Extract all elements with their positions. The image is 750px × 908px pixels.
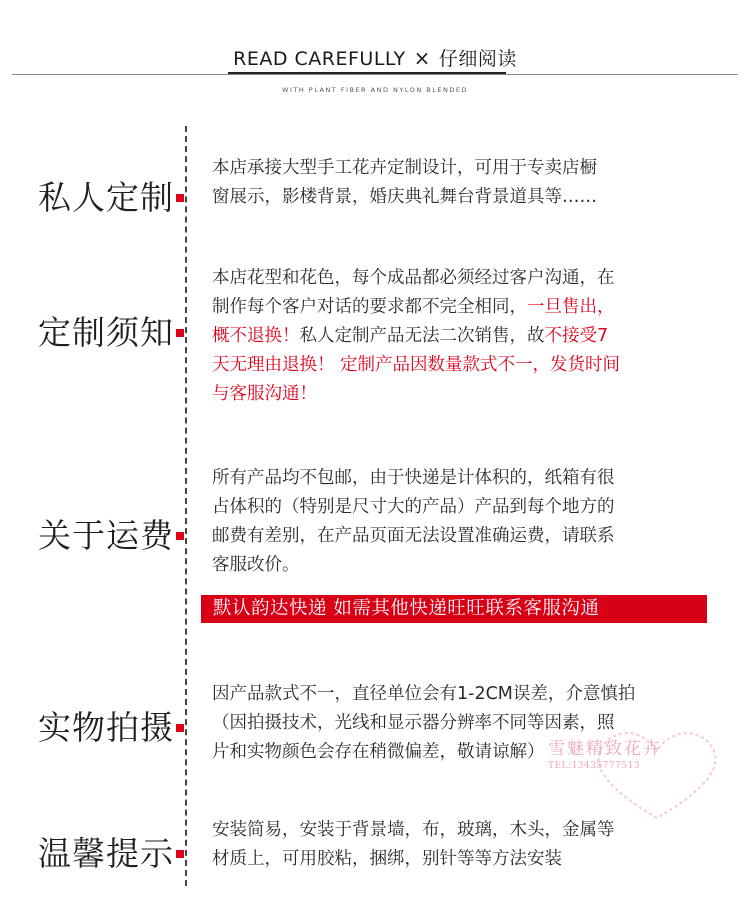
- warning-text: 一旦售出，: [527, 297, 615, 317]
- warning-text: 天无理由退换！ 定制产品因数量款式不一，发货时间: [212, 355, 621, 375]
- section-title-notice: [14, 307, 184, 354]
- text-line: （因拍摄技术，光线和显示器分辨率不同等因素，照: [212, 713, 615, 733]
- shipping-banner: 默认韵达快递 如需其他快递旺旺联系客服沟通: [201, 595, 707, 623]
- section-title-tips: [14, 828, 184, 875]
- section-title-text: 定制须知: [38, 313, 174, 352]
- watermark-name: 雪魅精致花卉: [548, 739, 662, 759]
- red-marker-icon: [176, 329, 184, 337]
- title-chinese: 仔细阅读: [438, 48, 517, 70]
- text-line: 安装简易，安装于背景墙，布，玻璃，木头，金属等: [212, 820, 615, 840]
- watermark-tel: TEL:13435777513: [548, 761, 641, 771]
- text-line: 材质上，可用胶粘，捆绑，别针等等方法安装: [212, 849, 562, 869]
- text-line: 本店承接大型手工花卉定制设计，可用于专卖店橱: [212, 158, 597, 178]
- page-subtitle: WITH PLANT FIBER AND NYLON BLENDED: [282, 86, 468, 94]
- text-line: 占体积的（特别是尺寸大的产品）产品到每个地方的: [212, 497, 615, 517]
- text-line: 片和实物颜色会存在稍微偏差，敬请谅解）: [212, 742, 545, 762]
- text-line: [212, 322, 712, 351]
- red-marker-icon: [176, 194, 184, 202]
- header-divider: [12, 74, 738, 75]
- section-title-text: 私人定制: [38, 178, 174, 217]
- section-body-custom: [212, 154, 712, 212]
- text-line: 客服改价。: [212, 555, 300, 575]
- warning-text: 与客服沟通！: [212, 384, 317, 404]
- warning-text: 概不退换！: [212, 326, 300, 346]
- warning-text: 不接受7: [544, 326, 609, 346]
- red-marker-icon: [176, 850, 184, 858]
- title-english: READ CAREFULLY: [233, 48, 406, 70]
- text-segment: 制作每个客户对话的要求都不完全相同，: [212, 297, 527, 317]
- section-title-shipping: [14, 510, 184, 557]
- text-segment: 私人定制产品无法二次销售，故: [299, 326, 545, 346]
- text-line: 本店花型和花色，每个成品都必须经过客户沟通，在: [212, 268, 615, 288]
- text-line: 邮费有差别，在产品页面无法设置准确运费，请联系: [212, 526, 615, 546]
- section-title-text: 温馨提示: [38, 834, 174, 873]
- text-line: [212, 293, 712, 322]
- red-marker-icon: [176, 724, 184, 732]
- dashed-timeline: [185, 126, 187, 886]
- red-marker-icon: [176, 532, 184, 540]
- section-body-notice: [212, 264, 712, 409]
- shop-watermark: [548, 734, 728, 814]
- title-separator: ×: [413, 46, 431, 70]
- section-body-shipping: [212, 464, 712, 580]
- section-title-custom: [14, 172, 184, 219]
- section-title-text: 实物拍摄: [38, 708, 174, 747]
- text-line: 所有产品均不包邮，由于快递是计体积的，纸箱有很: [212, 468, 615, 488]
- section-title-text: 关于运费: [38, 516, 174, 555]
- text-line: 窗展示，影楼背景，婚庆典礼舞台背景道具等……: [212, 187, 597, 207]
- text-line: 因产品款式不一，直径单位会有1-2CM误差，介意慎拍: [212, 684, 636, 704]
- section-title-photo: [14, 702, 184, 749]
- page-title: [0, 44, 750, 71]
